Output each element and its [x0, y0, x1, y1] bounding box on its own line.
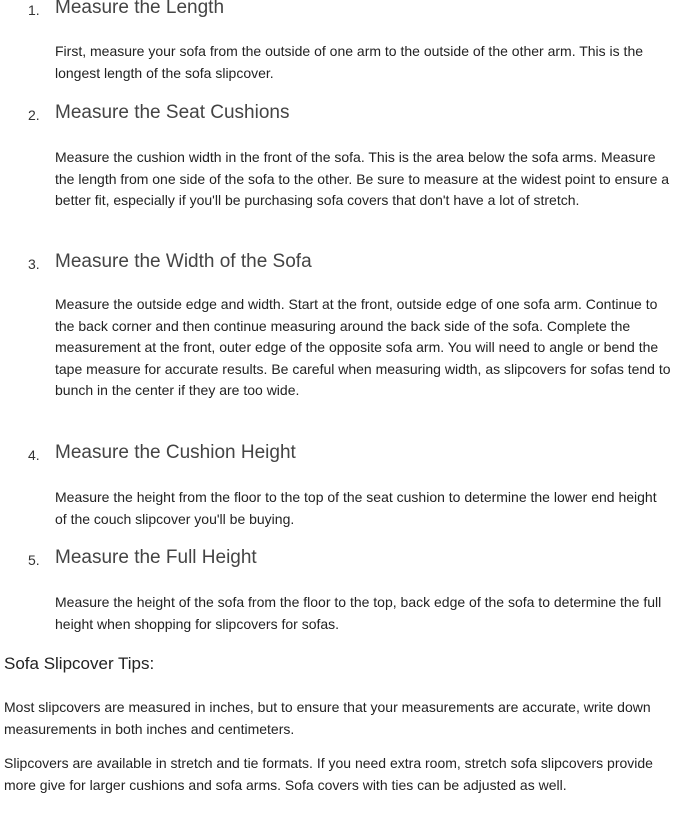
step-heading: Measure the Seat Cushions — [55, 102, 290, 123]
step-text: Measure the height of the sofa from the floor to the top, back edge of the sofa to determine the full height when shopping for slipcovers for sofas. — [55, 594, 662, 632]
tips-paragraph: Most slipcovers are measured in inches, but to ensure that your measurements are accurate, write down measurements in both inches and centimeters. — [4, 699, 651, 737]
step-heading: Measure the Full Height — [55, 547, 257, 568]
step-number: 1. — [28, 2, 40, 18]
step-text: Measure the outside edge and width. Start at the front, outside edge of one sofa arm. Continue to the back corner and then continue measuring around the back side of the sofa. Complete the measurement at the front, outer edge of the opposite sofa arm. You will need to angle or bend the tape measure for accurate results. Be careful when measuring width, as slipcovers for sofas tend to bunch in the center if they are too wide. — [55, 296, 671, 398]
step-number: 3. — [28, 256, 40, 272]
step-heading: Measure the Width of the Sofa — [55, 251, 312, 272]
step-number: 4. — [28, 447, 40, 463]
tips-paragraph: Slipcovers are available in stretch and tie formats. If you need extra room, stretch sofa slipcovers provide more give for larger cushions and sofa arms. Sofa covers with ties can be adjusted as well. — [4, 755, 653, 793]
step-heading: Measure the Cushion Height — [55, 442, 296, 463]
step-number: 2. — [28, 107, 40, 123]
step-heading: Measure the Length — [55, 0, 225, 18]
step-number: 5. — [28, 552, 40, 568]
step-text: Measure the cushion width in the front of the sofa. This is the area below the sofa arms. Measure the length from one side of the sofa to the other. Be sure to measure at the widest point to ensure a better fit, especially if you'll be purchasing sofa covers that don't have a lot of stretch. — [55, 149, 670, 208]
step-text: Measure the height from the floor to the top of the seat cushion to determine the lower end height of the couch slipcover you'll be buying. — [55, 489, 657, 527]
tips-heading: Sofa Slipcover Tips: — [4, 654, 155, 673]
step-text: First, measure your sofa from the outside of one arm to the outside of the other arm. This is the longest length of the sofa slipcover. — [55, 43, 644, 81]
